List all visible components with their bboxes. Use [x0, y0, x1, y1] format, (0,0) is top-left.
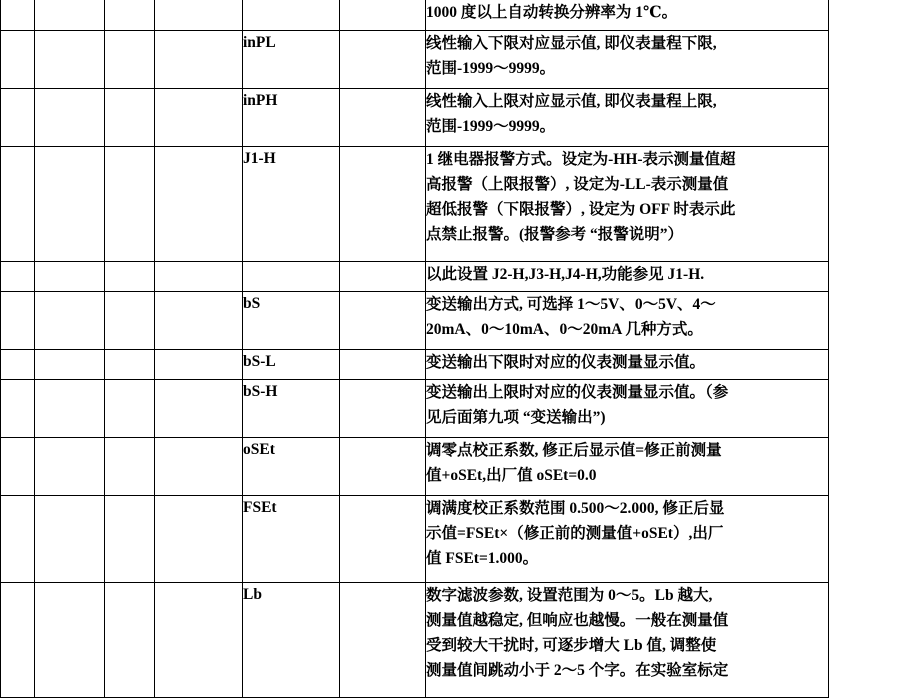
table-row: [1, 31, 829, 89]
table-row: [1, 147, 829, 262]
table-row: [1, 583, 829, 698]
parameter-description: [426, 438, 829, 496]
parameter-description: [426, 31, 829, 89]
margin-cell-3: [105, 89, 155, 147]
parameter-value-cell: [340, 31, 426, 89]
margin-cell-3: [105, 350, 155, 380]
desc-line: 范围-1999～9999。: [426, 118, 556, 136]
parameter-name: FSEt: [243, 496, 340, 583]
margin-cell-3: [105, 583, 155, 698]
desc-line: 线性输入上限对应显示值, 即仪表量程上限,: [426, 93, 717, 110]
margin-cell-4: [155, 380, 243, 438]
desc-line: 受到较大干扰时, 可逐步增大 Lb 值, 调整使: [426, 637, 717, 655]
margin-cell-4: [155, 31, 243, 89]
margin-cell-2: [35, 0, 105, 31]
desc-line: 1000 度以上自动转换分辨率为 1℃。: [426, 4, 678, 21]
parameter-description: [426, 147, 829, 262]
margin-cell-2: [35, 496, 105, 583]
parameter-value-cell: [340, 89, 426, 147]
parameter-description: [426, 262, 829, 292]
parameter-name: [243, 0, 340, 31]
table-row: [1, 292, 829, 350]
parameter-description: [426, 89, 829, 147]
table-body: [1, 0, 829, 698]
margin-cell-3: [105, 31, 155, 89]
desc-line: 变送输出方式, 可选择 1～5V、0～5V、4～: [426, 296, 716, 313]
margin-cell-2: [35, 147, 105, 262]
parameter-name: bS: [243, 292, 340, 350]
margin-cell-4: [155, 583, 243, 698]
margin-cell-4: [155, 496, 243, 583]
desc-line: 测量值越稳定, 但响应也越慢。一般在测量值: [426, 612, 729, 630]
parameter-name: oSEt: [243, 438, 340, 496]
margin-cell-1: [1, 583, 35, 698]
margin-cell-2: [35, 380, 105, 438]
margin-cell-2: [35, 350, 105, 380]
parameter-name: inPL: [243, 31, 340, 89]
parameter-name: bS-L: [243, 350, 340, 380]
desc-line: 调满度校正系数范围 0.500～2.000, 修正后显: [426, 500, 725, 517]
margin-cell-3: [105, 496, 155, 583]
margin-cell-3: [105, 292, 155, 350]
desc-line: 值 FSEt=1.000。: [426, 550, 539, 568]
desc-line: 范围-1999～9999。: [426, 60, 556, 78]
margin-cell-3: [105, 147, 155, 262]
parameter-description: [426, 583, 829, 698]
margin-cell-4: [155, 438, 243, 496]
desc-line: 高报警（上限报警）, 设定为-LL-表示测量值: [426, 176, 729, 194]
desc-line: 测量值间跳动小于 2～5 个字。在实验室标定: [426, 662, 729, 680]
margin-cell-3: [105, 0, 155, 31]
margin-cell-4: [155, 262, 243, 292]
margin-cell-1: [1, 262, 35, 292]
parameter-value-cell: [340, 0, 426, 31]
margin-cell-1: [1, 89, 35, 147]
table-row: [1, 89, 829, 147]
parameter-value-cell: [340, 496, 426, 583]
margin-cell-1: [1, 292, 35, 350]
margin-cell-1: [1, 496, 35, 583]
parameter-description: [426, 380, 829, 438]
desc-line: 线性输入下限对应显示值, 即仪表量程下限,: [426, 35, 717, 52]
margin-cell-2: [35, 262, 105, 292]
margin-cell-1: [1, 438, 35, 496]
parameter-value-cell: [340, 380, 426, 438]
margin-cell-1: [1, 147, 35, 262]
parameter-description: [426, 0, 829, 31]
margin-cell-1: [1, 31, 35, 89]
margin-cell-4: [155, 0, 243, 31]
desc-line: 以此设置 J2-H,J3-H,J4-H,功能参见 J1-H.: [426, 266, 705, 283]
table-row: [1, 0, 829, 31]
parameter-name: Lb: [243, 583, 340, 698]
desc-line: 变送输出上限时对应的仪表测量显示值。（参: [426, 384, 729, 401]
margin-cell-2: [35, 292, 105, 350]
parameter-description: [426, 292, 829, 350]
margin-cell-1: [1, 380, 35, 438]
margin-cell-1: [1, 0, 35, 31]
margin-cell-3: [105, 380, 155, 438]
desc-line: 数字滤波参数, 设置范围为 0～5。Lb 越大,: [426, 587, 713, 604]
desc-line: 变送输出下限时对应的仪表测量显示值。: [426, 354, 706, 371]
margin-cell-4: [155, 350, 243, 380]
margin-cell-2: [35, 31, 105, 89]
desc-line: 超低报警（下限报警）, 设定为 OFF 时表示此: [426, 201, 736, 219]
margin-cell-3: [105, 262, 155, 292]
desc-line: 调零点校正系数, 修正后显示值=修正前测量: [426, 442, 722, 459]
desc-line: 点禁止报警。(报警参考 “报警说明”）: [426, 226, 684, 244]
desc-line: 示值=FSEt×（修正前的测量值+oSEt）,出厂: [426, 525, 724, 543]
parameter-value-cell: [340, 438, 426, 496]
parameter-value-cell: [340, 292, 426, 350]
desc-line: 值+oSEt,出厂值 oSEt=0.0: [426, 467, 597, 485]
desc-line: 20mA、0～10mA、0～20mA 几种方式。: [426, 321, 703, 339]
parameter-value-cell: [340, 350, 426, 380]
parameter-name: bS-H: [243, 380, 340, 438]
desc-line: 见后面第九项 “变送输出”): [426, 409, 606, 427]
parameter-value-cell: [340, 583, 426, 698]
parameter-value-cell: [340, 147, 426, 262]
margin-cell-2: [35, 89, 105, 147]
table-row: [1, 380, 829, 438]
margin-cell-4: [155, 147, 243, 262]
table-row: [1, 350, 829, 380]
table-row: [1, 262, 829, 292]
parameter-value-cell: [340, 262, 426, 292]
margin-cell-4: [155, 292, 243, 350]
margin-cell-3: [105, 438, 155, 496]
parameter-name: J1-H: [243, 147, 340, 262]
desc-line: 1 继电器报警方式。设定为-HH-表示测量值超: [426, 151, 736, 168]
margin-cell-2: [35, 583, 105, 698]
parameter-description: [426, 496, 829, 583]
parameter-name: inPH: [243, 89, 340, 147]
parameter-name: [243, 262, 340, 292]
margin-cell-4: [155, 89, 243, 147]
table-row: [1, 496, 829, 583]
margin-cell-1: [1, 350, 35, 380]
table-row: [1, 438, 829, 496]
margin-cell-2: [35, 438, 105, 496]
parameter-description: [426, 350, 829, 380]
